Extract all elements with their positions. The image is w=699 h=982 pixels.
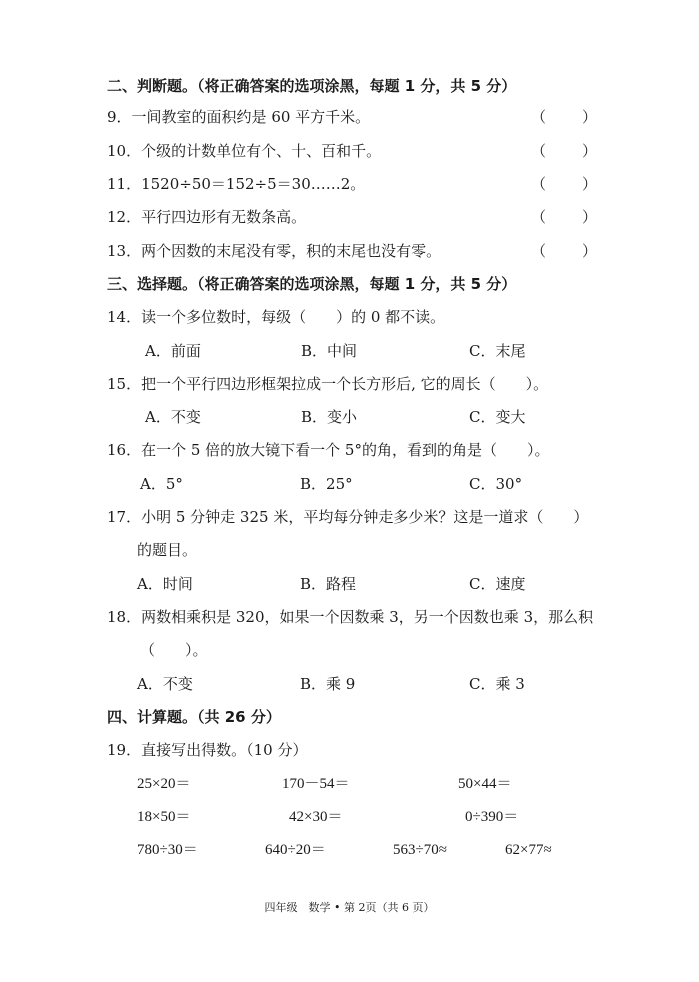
calc-item-5: 42×30＝ [289,809,343,825]
calc-item-10: 62×77≈ [505,842,552,858]
option-18-a[interactable]: A．不变 [137,675,193,693]
judge-question-13: 13．两个因数的末尾没有零，积的末尾也没有零。 [107,242,442,260]
option-14-c[interactable]: C．末尾 [469,342,526,360]
calc-item-7: 780÷30＝ [137,842,198,858]
option-17-a[interactable]: A．时间 [137,575,193,593]
calc-item-2: 170－54＝ [282,776,350,792]
section-3-heading: 三、选择题。（将正确答案的选项涂黑，每题 1 分，共 5 分） [107,275,517,293]
answer-paren-close-9: ） [582,108,598,126]
answer-paren-close-12: ） [582,208,598,226]
judge-question-11: 11．1520÷50＝152÷5＝30……2。 [107,175,366,193]
page-footer: 四年级 数学 • 第 2页（共 6 页） [264,901,435,914]
option-14-a[interactable]: A．前面 [145,342,201,360]
calc-item-6: 0÷390＝ [465,809,519,825]
judge-question-9: 9．一间教室的面积约是 60 平方千米。 [107,108,371,126]
option-18-b[interactable]: B．乘 9 [300,675,356,693]
choice-question-17-cont: 的题目。 [137,541,198,559]
option-14-b[interactable]: B．中间 [301,342,358,360]
calc-item-4: 18×50＝ [137,809,191,825]
option-17-b[interactable]: B．路程 [300,575,357,593]
choice-question-18-cont: （ ）。 [140,641,208,659]
calc-question-19: 19．直接写出得数。（10 分） [107,741,308,759]
answer-paren-close-11: ） [582,175,598,193]
calc-item-3: 50×44＝ [458,776,512,792]
section-4-heading: 四、计算题。（共 26 分） [107,708,281,726]
calc-item-1: 25×20＝ [137,776,191,792]
answer-paren-open-10[interactable]: （ [531,142,547,160]
choice-question-16: 16．在一个 5 倍的放大镜下看一个 5°的角，看到的角是（ ）。 [107,441,550,459]
option-15-c[interactable]: C．变大 [469,408,526,426]
option-17-c[interactable]: C．速度 [469,575,526,593]
option-16-a[interactable]: A．5° [140,475,183,493]
answer-paren-close-13: ） [582,242,598,260]
choice-question-18: 18．两数相乘积是 320，如果一个因数乘 3，另一个因数也乘 3，那么积 [107,608,594,626]
answer-paren-close-10: ） [582,142,598,160]
option-15-a[interactable]: A．不变 [145,408,201,426]
section-2-heading: 二、判断题。（将正确答案的选项涂黑，每题 1 分，共 5 分） [107,77,517,95]
option-16-c[interactable]: C．30° [469,475,523,493]
answer-paren-open-12[interactable]: （ [531,208,547,226]
answer-paren-open-11[interactable]: （ [531,175,547,193]
option-18-c[interactable]: C．乘 3 [469,675,525,693]
answer-paren-open-13[interactable]: （ [531,242,547,260]
answer-paren-open-9[interactable]: （ [531,108,547,126]
calc-item-8: 640÷20＝ [265,842,326,858]
judge-question-12: 12．平行四边形有无数条高。 [107,208,307,226]
judge-question-10: 10．个级的计数单位有个、十、百和千。 [107,142,382,160]
option-15-b[interactable]: B．变小 [301,408,358,426]
calc-item-9: 563÷70≈ [393,842,447,858]
option-16-b[interactable]: B．25° [300,475,353,493]
choice-question-14: 14．读一个多位数时，每级（ ）的 0 都不读。 [107,308,446,326]
choice-question-17: 17．小明 5 分钟走 325 米，平均每分钟走多少米？这是一道求（ ） [107,508,589,526]
choice-question-15: 15．把一个平行四边形框架拉成一个长方形后, 它的周长（ ）。 [107,375,549,393]
